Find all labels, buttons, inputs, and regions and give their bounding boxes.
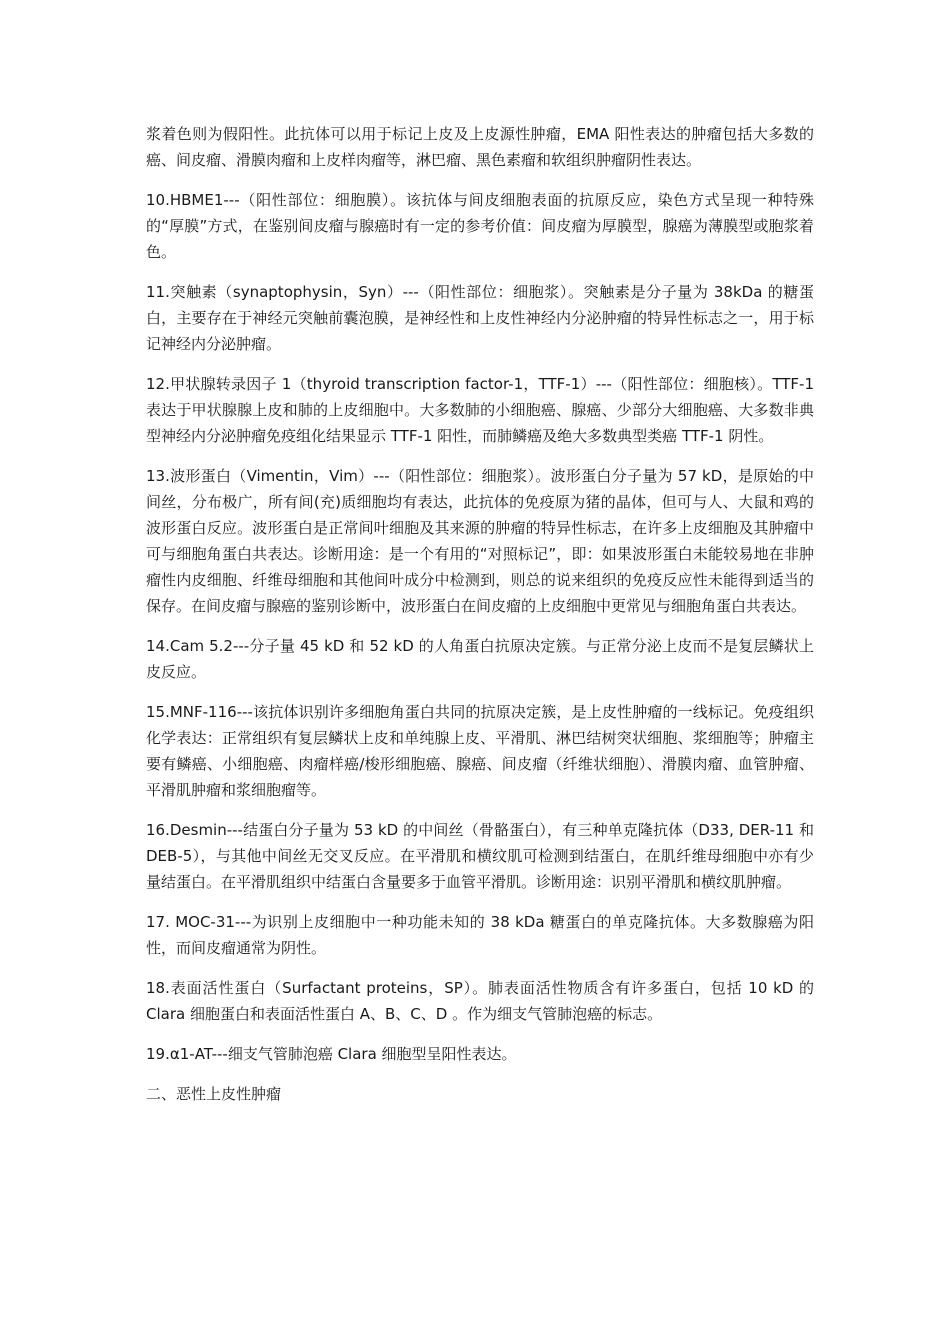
- paragraph-desmin: 16.Desmin---结蛋白分子量为 53 kD 的中间丝（骨骼蛋白），有三种单克隆抗体（D33, DER-11 和 DEB-5），与其他中间丝无交叉反应。在平滑肌和横纹肌可检测到结蛋白，在肌纤维母细胞中亦有少量结蛋白。在平滑肌组织中结蛋白含量要多于血管平滑肌。诊断用途：识别平滑肌和横纹肌肿瘤。: [146, 821, 814, 891]
- document-page: [146, 121, 814, 1107]
- paragraph-alpha1-at: 19.α1-AT---细支气管肺泡癌 Clara 细胞型呈阳性表达。: [146, 1045, 517, 1063]
- section-heading: 二、恶性上皮性肿瘤: [146, 1085, 282, 1103]
- paragraph-synaptophysin: 11.突触素（synaptophysin，Syn）---（阳性部位：细胞浆）。突触素是分子量为 38kDa 的糖蛋白，主要存在于神经元突触前囊泡膜，是神经性和上皮性神经内分泌肿瘤的特异性标志之一，用于标记神经内分泌肿瘤。: [146, 283, 814, 353]
- paragraph-cam52: 14.Cam 5.2---分子量 45 kD 和 52 kD 的人角蛋白抗原决定簇。与正常分泌上皮而不是复层鳞状上皮反应。: [146, 637, 814, 681]
- paragraph-ema-continuation: 浆着色则为假阳性。此抗体可以用于标记上皮及上皮源性肿瘤，EMA 阳性表达的肿瘤包括大多数的癌、间皮瘤、滑膜肉瘤和上皮样肉瘤等，淋巴瘤、黑色素瘤和软组织肿瘤阴性表达。: [146, 125, 814, 169]
- paragraph-hbme1: 10.HBME1---（阳性部位：细胞膜）。该抗体与间皮细胞表面的抗原反应，染色方式呈现一种特殊的“厚膜”方式，在鉴别间皮瘤与腺癌时有一定的参考价值：间皮瘤为厚膜型，腺癌为薄膜型或胞浆着色。: [146, 191, 814, 261]
- paragraph-surfactant-proteins: 18.表面活性蛋白（Surfactant proteins，SP）。肺表面活性物质含有许多蛋白，包括 10 kD 的 Clara 细胞蛋白和表面活性蛋白 A、B、C、D 。作为细支气管肺泡癌的标志。: [146, 979, 814, 1023]
- paragraph-vimentin: 13.波形蛋白（Vimentin，Vim）---（阳性部位：细胞浆）。波形蛋白分子量为 57 kD，是原始的中间丝，分布极广，所有间(充)质细胞均有表达，此抗体的免疫原为猪的晶体，但可与人、大鼠和鸡的波形蛋白反应。波形蛋白是正常间叶细胞及其来源的肿瘤的特异性标志，在许多上皮细胞及其肿瘤中可与细胞角蛋白共表达。诊断用途：是一个有用的“对照标记”，即：如果波形蛋白未能较易地在非肿瘤性内皮细胞、纤维母细胞和其他间叶成分中检测到，则总的说来组织的免疫反应性未能得到适当的保存。在间皮瘤与腺癌的鉴别诊断中，波形蛋白在间皮瘤的上皮细胞中更常见与细胞角蛋白共表达。: [146, 467, 814, 615]
- paragraph-mnf116: 15.MNF-116---该抗体识别许多细胞角蛋白共同的抗原决定簇，是上皮性肿瘤的一线标记。免疫组织化学表达：正常组织有复层鳞状上皮和单纯腺上皮、平滑肌、淋巴结树突状细胞、浆细胞等；肿瘤主要有鳞癌、小细胞癌、肉瘤样癌/梭形细胞癌、腺癌、间皮瘤（纤维状细胞）、滑膜肉瘤、血管肿瘤、平滑肌肿瘤和浆细胞瘤等。: [146, 703, 814, 799]
- paragraph-moc31: 17. MOC-31---为识别上皮细胞中一种功能未知的 38 kDa 糖蛋白的单克隆抗体。大多数腺癌为阳性，而间皮瘤通常为阴性。: [146, 913, 814, 957]
- paragraph-ttf1: 12.甲状腺转录因子 1（thyroid transcription factor-1，TTF-1）---（阳性部位：细胞核）。TTF-1 表达于甲状腺腺上皮和肺的上皮细胞中。大多数肺的小细胞癌、腺癌、少部分大细胞癌、大多数非典型神经内分泌肿瘤免疫组化结果显示 TTF-1 阳性，而肺鳞癌及绝大多数典型类癌 TTF-1 阴性。: [146, 375, 814, 445]
